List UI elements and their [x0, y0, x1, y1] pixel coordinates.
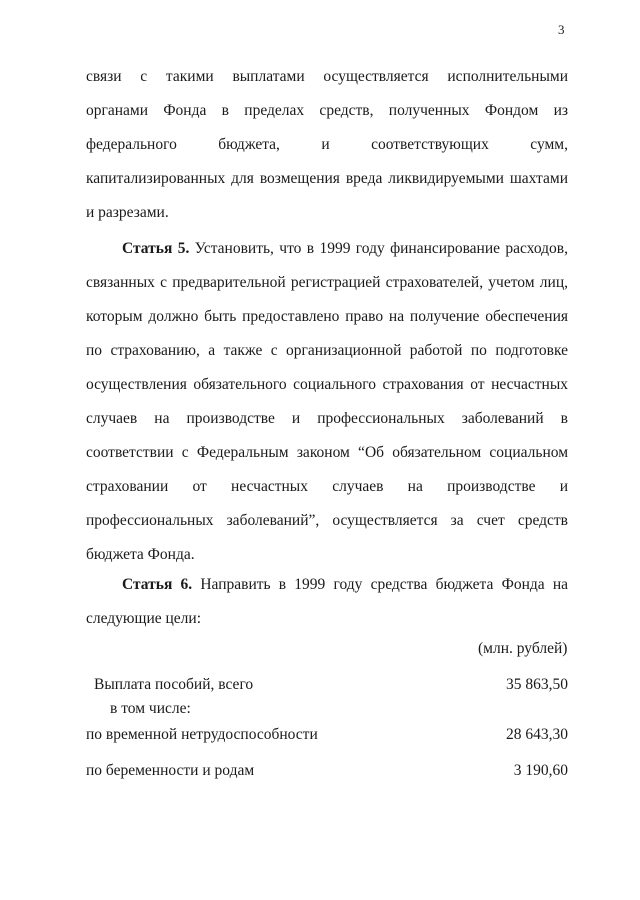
maternity-label: по беременности и родам	[86, 762, 255, 779]
paragraph-line: капитализированных для возмещения вреда ликвидируемыми шахтами	[86, 170, 568, 187]
unit-label: (млн. рублей)	[478, 640, 568, 657]
paragraph-line: связанных с предварительной регистрацией страхователей, учетом лиц,	[86, 274, 568, 291]
table-row	[86, 762, 568, 780]
paragraph-line: случаев на производстве и профессиональных заболеваний в	[86, 410, 568, 427]
paragraph-line: которым должно быть предоставлено право на получение обеспечения	[86, 308, 568, 325]
paragraph-line: бюджета Фонда.	[86, 546, 195, 563]
paragraph-line: осуществления обязательного социального страхования от несчастных	[86, 376, 568, 393]
paragraph-line: органами Фонда в пределах средств, полученных Фондом из	[86, 102, 568, 119]
total-benefits-label: Выплата пособий, всего	[94, 676, 254, 693]
article-5-heading: Статья 5.	[122, 240, 190, 257]
including-label: в том числе:	[110, 700, 191, 717]
article-5-first-line-text: Установить, что в 1999 году финансирование расходов,	[194, 240, 568, 257]
paragraph-line: федерального бюджета, и соответствующих сумм,	[86, 136, 568, 153]
paragraph-line: и разрезами.	[86, 204, 169, 221]
paragraph-line: профессиональных заболеваний”, осуществляется за счет средств	[86, 512, 568, 529]
article-5-paragraph	[86, 232, 568, 572]
paragraph-line: связи с такими выплатами осуществляется исполнительными	[86, 68, 568, 85]
article-6-paragraph	[86, 568, 568, 636]
paragraph-line: соответствии с Федеральным законом “Об обязательном социальном	[86, 444, 568, 461]
table-row	[86, 726, 568, 744]
continuation-paragraph	[86, 60, 568, 230]
maternity-value: 3 190,60	[513, 762, 568, 779]
sick-leave-label: по временной нетрудоспособности	[86, 726, 318, 743]
total-benefits-value: 35 863,50	[506, 676, 568, 693]
paragraph-line	[86, 568, 568, 602]
article-6-heading: Статья 6.	[122, 576, 193, 593]
paragraph-line: по страхованию, а также с организационной работой по подготовке	[86, 342, 568, 359]
article-6-first-line-text: Направить в 1999 году средства бюджета Фонда на	[200, 576, 568, 593]
page-number: 3	[558, 22, 565, 37]
paragraph-line	[86, 232, 568, 266]
paragraph-line: страховании от несчастных случаев на производстве и	[86, 478, 568, 495]
sick-leave-value: 28 643,30	[506, 726, 568, 743]
paragraph-line: следующие цели:	[86, 610, 202, 627]
table-row	[86, 676, 568, 694]
table-row	[110, 700, 592, 718]
